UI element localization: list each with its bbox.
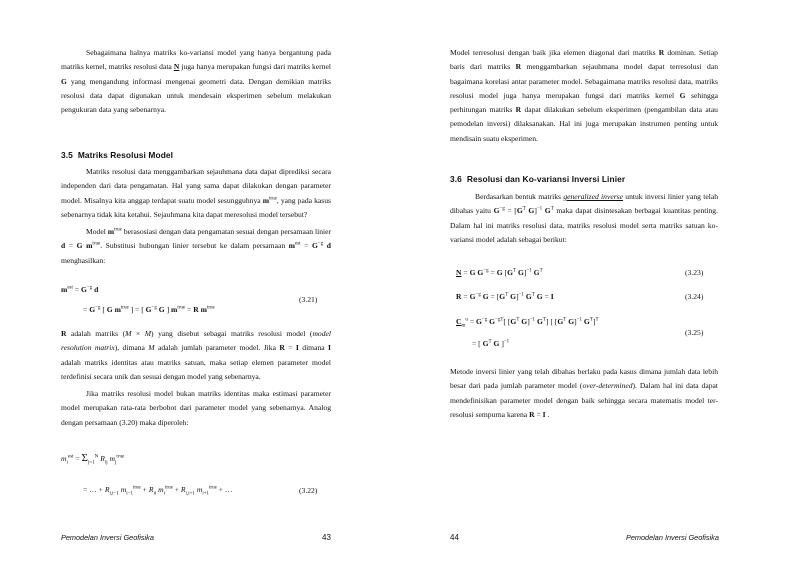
equation-3-25-line-2: = [ $G^T$ G ]$^{-1}$ [472,339,510,348]
left-footer-title: Pemodelan Inversi Geofisika [61,533,154,542]
right-para-1: Model terresolusi dengan baik jika elemen diagonal dari matriks R dominan. Setiap baris dari matriks R menggambarkan sejauhmana model dapat terresolusi dan bagaimana korelasi antar parameter model. Sebagaimana matriks resolusi data, matriks resolusi model juga hanya merupakan fungsi dari matriks kernel G sehingga perhitungan matriks R dapat dilakukan sebelum eksperimen (pengambilan data atau pemodelan inversi) dilaksanakan. Hal ini juga merupakan instrumen penting untuk mendisain suatu eksperimen. [450,48,718,143]
equation-3-22-line-1: $m_i^{est} = \Sigma_{j=1}^N$ $R_{ij}$ $m_j^{true}$ [61,452,125,466]
equation-3-23-number: (3.23) [685,268,704,277]
right-para-2: Berdasarkan bentuk matriks generalized inverse untuk inversi linier yang telah dibahas yaitu $G^{-g} = [G^T$ G]$^{-1}$ $G^T$ maka dapat disintesakan berbagai kuantitas penting. Dalam hal ini matriks resolusi data, matriks resolusi model serta matriks satuan ko-variansi model adalah sebagai berikut: [450,192,718,244]
equation-3-25-line-1: $C_m^u = G^{-g}$ $G^{-gT}$[ [$G^T$ G]$^{-1}$ $G^T$] [ [$G^T$ G]$^{-1}$ $G^T]^T$ [456,317,599,329]
section-heading-3-6: 3.6 Resolusi dan Ko-variansi Inversi Linier [450,174,626,184]
equation-3-24-number: (3.24) [685,292,704,301]
equation-3-25-number: (3.25) [685,328,704,337]
left-para-1: Sebagaimana halnya matriks ko-variansi model yang hanya bergantung pada matriks kernel, matriks resolusi data N juga hanya merupakan fungsi dari matriks kernel G yang mengandung informasi mengenai geometri data. Dengan demikian matriks resolusi data dapat digunakan untuk mendesain eksperimen sebelum melakukan pengukuran data yang sebenarnya. [61,48,331,115]
left-para-4: R adalah matriks (M × M) yang disebut sebagai matriks resolusi model (model resolution matrix), dimana M adalah jumlah parameter model. Jika R = I dimana I adalah matriks identitas atau matriks satuan, maka setiap elemen parameter model terdefinisi secara unik dan sesuai dengan model yang sebenarnya. Jika matriks resolusi model bukan matriks identitas maka estimasi parameter model merupakan rata-rata berbobot dari parameter model yang sebenarnya. Analog dengan persamaan (3.20) maka diperoleh: [61,329,331,427]
equation-3-22-line-2: = … + $R_{i,i-1}$ $m_{i-1}^{true} + R_{ii}$ $m_i^{true} + R_{i,i+1}$ $m_{i+1}^{true}$ + … [83,485,233,497]
left-page-number: 43 [322,533,331,542]
right-page-number: 44 [450,533,459,542]
equation-3-23: N = G $G^{-g} = G$ [$G^T$ G]$^{-1}$ $G^T$ [456,268,543,277]
equation-3-24: $R = G^{-g}$ $G = [G^T$ G]$^{-1}$ $G^T$ G = I [456,292,554,301]
right-footer-title: Pemodelan Inversi Geofisika [626,533,719,542]
right-para-3: Metode inversi linier yang telah dibahas berlaku pada kasus dimana jumlah data lebih besar dari pada jumlah parameter model (over-determined). Dalam hal ini data dapat mendefinisikan parameter model dengan baik sehingga secara matematis model ter-resolusi sempurna karena R = I . [450,367,719,419]
equation-3-21-line-1: $m^{est} = G^{-g}$ d [61,285,99,294]
equation-3-21-line-2: = $G^{-g}$ [ G $m^{true}$ ] = [ $G^{-g}$ G ] $m^{true} = R$ $m^{true}$ [83,305,215,314]
section-heading-3-5: 3.5 Matriks Resolusi Model [61,150,174,160]
equation-3-22-number: (3.22) [299,486,318,495]
equation-3-21-number: (3.21) [299,295,318,304]
left-para-2: Matriks resolusi data menggambarkan sejauhmana data dapat diprediksi secara independen dari data pengamatan. Hal yang sama dapat dilakukan dengan parameter model. Misalnya kita anggap terdapat suatu model sesungguhnya $m^{true}$, yang pada kasus sebenarnya tidak kita ketahui. Sejauhmana kita dapat meresolusi model tersebut? Model $m^{true}$ berasosiasi dengan data pengamatan sesuai dengan persamaan linier d = G $m^{true}$. Substitusi hubungan linier tersebut ke dalam persamaan $m^{est} = G^{-g}$ d menghasilkan: [61,167,331,265]
